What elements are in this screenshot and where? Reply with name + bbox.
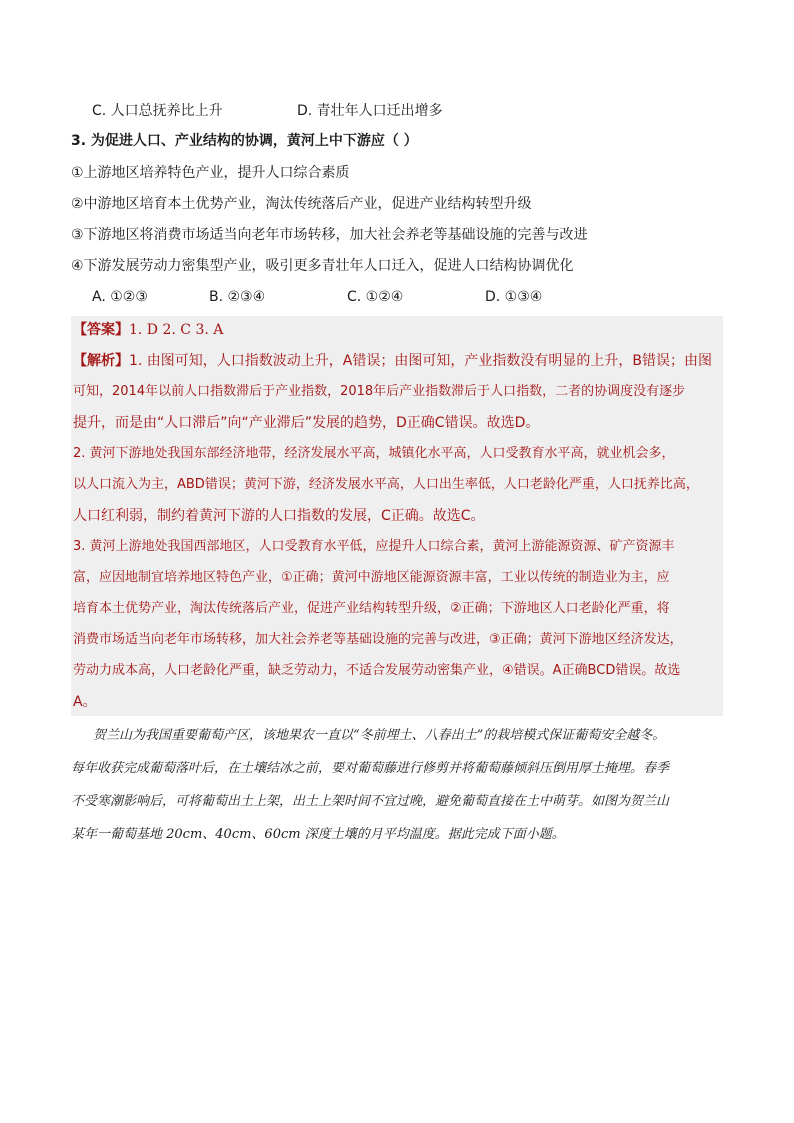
q3-item-4: ④下游发展劳动力密集型产业，吸引更多青壮年人口迁入，促进人口结构协调优化 [71,258,574,274]
q3-option-a: A. ①②③ [92,289,148,305]
passage-line-4: 某年一葡萄基地 20cm、40cm、60cm 深度土壤的月平均温度。据此完成下面小题。 [71,827,565,842]
analysis-line-10: 消费市场适当向老年市场转移，加大社会养老等基础设施的完善与改进，③正确；黄河下游地区经济发达， [73,632,683,647]
analysis-line-1 [73,351,712,371]
analysis-line-4: 2. 黄河下游地处我国东部经济地带，经济发展水平高，城镇化水平高，人口受教育水平高，就业机会多， [73,446,675,461]
passage-line-2: 每年收获完成葡萄落叶后，在土壤结冰之前，要对葡萄藤进行修剪并将葡萄藤倾斜压倒用厚土掩埋。春季 [71,761,670,776]
analysis-label: 【解析】 [73,353,129,369]
q3-item-3: ③下游地区将消费市场适当向老年市场转移，加大社会养老等基础设施的完善与改进 [71,227,588,243]
q3-option-b: B. ②③④ [209,289,266,305]
answer-label: 【答案】 [73,322,129,338]
analysis-line-6: 人口红利弱，制约着黄河下游的人口指数的发展，C正确。故选C。 [73,508,485,524]
option-d: D. 青壮年人口迁出增多 [297,103,443,119]
passage-line-3: 不受寒潮影响后，可将葡萄出土上架，出土上架时间不宜过晚，避免葡萄直接在土中萌芽。如图为贺兰山 [71,794,670,809]
q3-option-c: C. ①②④ [347,289,404,305]
question-3-stem: 3. 为促进人口、产业结构的协调，黄河上中下游应（ ） [71,133,418,149]
q3-option-d: D. ①③④ [485,289,543,305]
option-c: C. 人口总抚养比上升 [92,103,223,119]
analysis-line-11: 劳动力成本高，人口老龄化严重，缺乏劳动力，不适合发展劳动密集产业，④错误。A正确BCD错误。故选 [73,663,681,678]
analysis-line-5: 以人口流入为主，ABD错误；黄河下游，经济发展水平高，人口出生率低，人口老龄化严重，人口抚养比高， [73,477,699,492]
passage-line-1: 贺兰山为我国重要葡萄产区，该地果农一直以“冬前埋土、八春出土”的栽培模式保证葡萄安全越冬。 [93,728,666,743]
analysis-line-9: 培育本土优势产业，淘汰传统落后产业，促进产业结构转型升级，②正确；下游地区人口老龄化严重，将 [73,601,670,616]
answer-text: 1. D 2. C 3. A [129,322,224,338]
q3-item-2: ②中游地区培育本土优势产业，淘汰传统落后产业，促进产业结构转型升级 [71,196,532,212]
analysis-text-1: 1. 由图可知，人口指数波动上升，A错误；由图可知，产业指数没有明显的上升，B错误；由图 [129,353,712,369]
analysis-line-8: 富，应因地制宜培养地区特色产业，①正确；黄河中游地区能源资源丰富，工业以传统的制造业为主，应 [73,570,670,585]
analysis-line-12: A。 [73,694,97,710]
answer-line [73,320,223,340]
analysis-line-7: 3. 黄河上游地处我国西部地区，人口受教育水平低，应提升人口综合素，黄河上游能源资源、矿产资源丰 [73,539,675,554]
analysis-line-2: 可知，2014年以前人口指数滞后于产业指数，2018年后产业指数滞后于人口指数，二者的协调度没有逐步 [73,384,686,399]
q3-item-1: ①上游地区培养特色产业，提升人口综合素质 [71,165,350,181]
analysis-line-3: 提升，而是由“人口滞后”向“产业滞后”发展的趋势，D正确C错误。故选D。 [73,415,540,431]
